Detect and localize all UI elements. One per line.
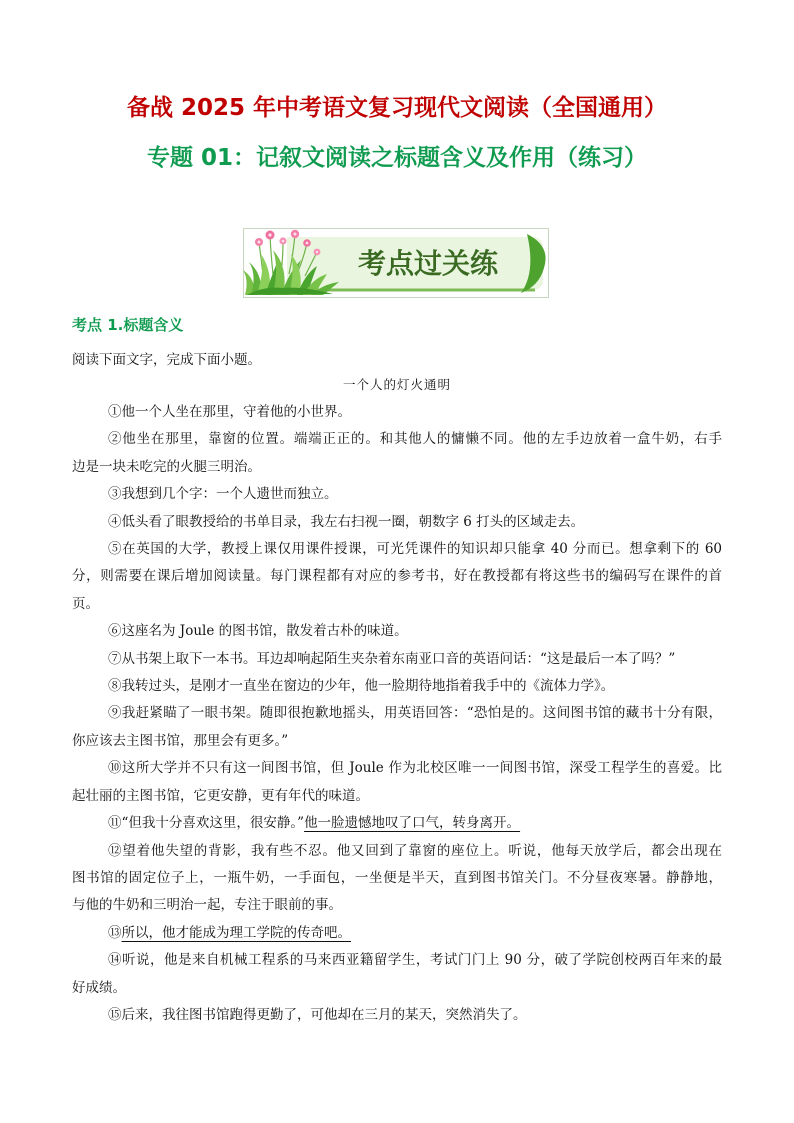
paragraph-13 [72, 920, 722, 947]
paragraph-line [72, 920, 722, 947]
paragraph-5 [72, 536, 722, 618]
document-subtitle: 专题 01：记叙文阅读之标题含义及作用（练习） [146, 145, 647, 171]
paragraph-line [72, 892, 722, 919]
section-heading: 考点 1.标题含义 [72, 316, 184, 334]
text-segment: ③我想到几个字：一个人遗世而独立。 [108, 486, 338, 503]
banner-label: 考点过关练 [357, 247, 499, 280]
paragraph-line [72, 673, 722, 700]
paragraph-line [72, 975, 722, 1002]
article-body [72, 399, 722, 1029]
text-segment: ⑩这所大学并不只有这一间图书馆，但 Joule 作为北校区唯一一间图书馆，深受工程学生的喜爱。比 [108, 760, 722, 777]
paragraph-line [72, 591, 722, 618]
paragraph-9 [72, 700, 722, 755]
paragraph-line [72, 755, 722, 782]
paragraph-line [72, 838, 722, 865]
banner-graphic [243, 228, 549, 298]
paragraph-3 [72, 481, 722, 508]
paragraph-line [72, 509, 722, 536]
text-segment: 起壮丽的主图书馆，它更安静，更有年代的味道。 [72, 787, 369, 804]
text-segment: 分，则需要在课后增加阅读量。每门课程都有对应的参考书，好在教授都有将这些书的编码写在课件的首 [72, 568, 722, 585]
paragraph-15 [72, 1002, 722, 1029]
paragraph-line [72, 481, 722, 508]
paragraph-2 [72, 426, 722, 481]
paragraph-line [72, 947, 722, 974]
paragraph-line [72, 700, 722, 727]
paragraph-line [72, 454, 722, 481]
text-segment: ⑧我转过头，是刚才一直坐在窗边的少年，他一脸期待地指着我手中的《流体力学》。 [108, 678, 615, 695]
paragraph-line [72, 536, 722, 563]
text-segment: ⑤在英国的大学，教授上课仅用课件授课，可光凭课件的知识却只能拿 40 分而已。想拿剩下的 60 [108, 541, 722, 558]
text-segment: ⑬ [108, 924, 122, 941]
paragraph-8 [72, 673, 722, 700]
paragraph-7 [72, 646, 722, 673]
text-segment: ⑥这座名为 Joule 的图书馆，散发着古朴的味道。 [108, 623, 408, 640]
paragraph-line [72, 865, 722, 892]
text-segment: ⑫望着他失望的背影，我有些不忍。他又回到了靠窗的座位上。听说，他每天放学后，都会出现在 [108, 842, 722, 859]
text-segment: ⑪“但我十分喜欢这里，很安静。” [108, 815, 305, 832]
paragraph-line [72, 399, 722, 426]
text-segment: ⑭听说，他是来自机械工程系的马来西亚籍留学生，考试门门上 90 分，破了学院创校两百年来的最 [108, 952, 722, 969]
text-segment: ⑦从书架上取下一本书。耳边却响起陌生夹杂着东南亚口音的英语问话：“这是最后一本了吗？” [108, 650, 676, 667]
paragraph-6 [72, 618, 722, 645]
section-banner [243, 228, 549, 298]
paragraph-line [72, 563, 722, 590]
document-title: 备战 2025 年中考语文复习现代文阅读（全国通用） [126, 95, 668, 121]
paragraph-line [72, 426, 722, 453]
paragraph-1 [72, 399, 722, 426]
text-segment: 边是一块未吃完的火腿三明治。 [72, 458, 261, 475]
paragraph-14 [72, 947, 722, 1002]
text-segment: ④低头看了眼教授给的书单目录，我左右扫视一圈，朝数字 6 打头的区域走去。 [108, 513, 585, 530]
text-segment: ⑨我赶紧瞄了一眼书架。随即很抱歉地摇头，用英语回答：“恐怕是的。这间图书馆的藏书十分有限， [108, 705, 722, 722]
paragraph-4 [72, 509, 722, 536]
text-segment: 图书馆的固定位子上，一瓶牛奶，一手面包，一坐便是半天，直到图书馆关门。不分昼夜寒暑。静静地， [72, 869, 722, 886]
underlined-text: 他一脸遗憾地叹了口气，转身离开。 [304, 815, 521, 832]
text-segment: ②他坐在那里，靠窗的位置。端端正正的。和其他人的慵懒不同。他的左手边放着一盒牛奶，右手 [108, 431, 722, 448]
text-segment: 好成绩。 [72, 979, 126, 996]
paragraph-line [72, 783, 722, 810]
paragraph-line [72, 810, 722, 837]
paragraph-line [72, 618, 722, 645]
article-title: 一个人的灯火通明 [342, 377, 451, 392]
text-segment: ①他一个人坐在那里，守着他的小世界。 [108, 404, 351, 420]
text-segment: 你应该去主图书馆，那里会有更多。” [72, 732, 289, 749]
reading-instruction: 阅读下面文字，完成下面小题。 [72, 352, 261, 368]
text-segment: 页。 [72, 595, 99, 612]
paragraph-line [72, 646, 722, 673]
paragraph-12 [72, 838, 722, 920]
paragraph-line [72, 728, 722, 755]
underlined-text: 所以，他才能成为理工学院的传奇吧。 [121, 924, 351, 941]
text-segment: ⑮后来，我往图书馆跑得更勤了，可他却在三月的某天，突然消失了。 [108, 1006, 527, 1023]
paragraph-11 [72, 810, 722, 837]
paragraph-10 [72, 755, 722, 810]
text-segment: 与他的牛奶和三明治一起，专注于眼前的事。 [72, 897, 342, 914]
paragraph-line [72, 1002, 722, 1029]
